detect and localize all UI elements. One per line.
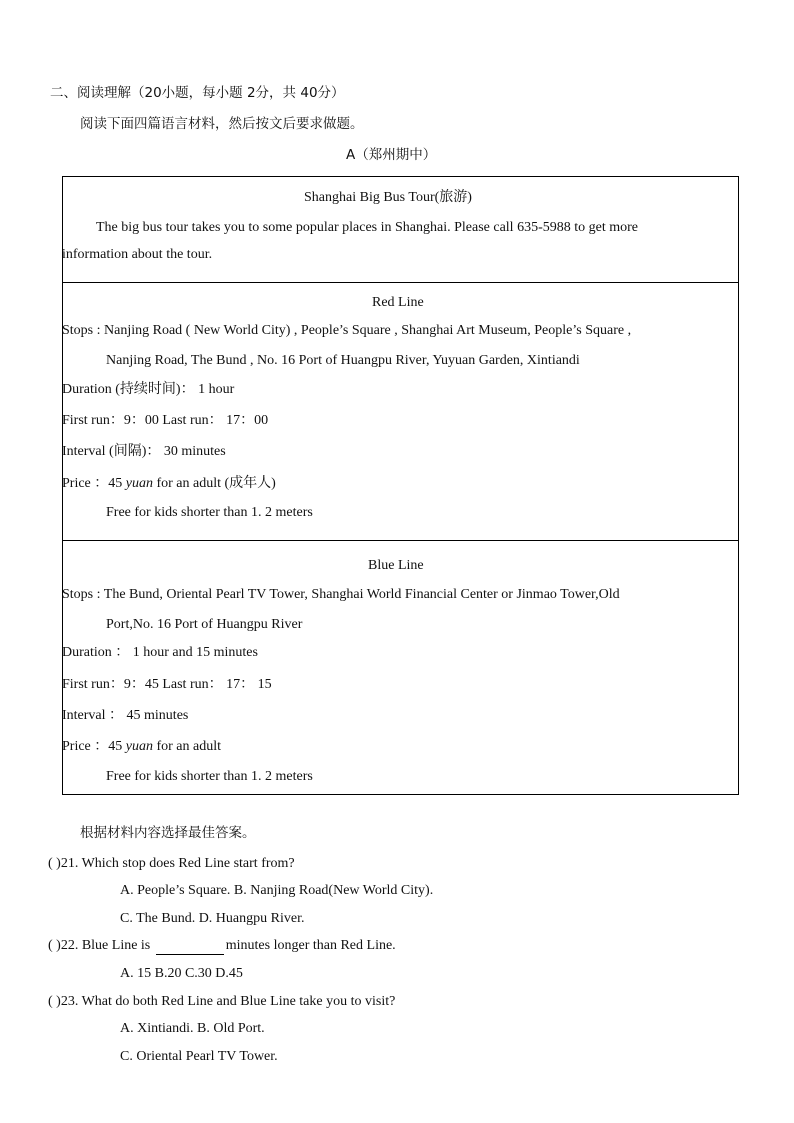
blue-line-price-suffix: for an adult <box>152 739 222 754</box>
questions-instruction: 根据材料内容选择最佳答案。 <box>80 825 256 841</box>
intro-text-line2: information about the tour. <box>62 247 213 262</box>
blue-line-stops-line1: Stops : The Bund, Oriental Pearl TV Tower, Shanghai World Financial Center or Jinmao Tower,Old <box>62 587 620 602</box>
red-line-price-currency: yuan <box>125 476 153 491</box>
red-line-stops-line1: Stops : Nanjing Road ( New World City) , People’s Square , Shanghai Art Museum, People’s Square , <box>62 323 632 338</box>
answer-blank <box>156 940 224 955</box>
red-line-price-suffix: for an adult (成年人) <box>152 476 276 491</box>
red-line-duration: Duration (持续时间)： 1 hour <box>62 382 235 397</box>
question-22-stem <box>48 937 396 955</box>
blue-line-title: Blue Line <box>368 558 424 573</box>
blue-line-free: Free for kids shorter than 1. 2 meters <box>106 769 313 784</box>
question-22-stem-before: ( )22. Blue Line is <box>48 938 154 953</box>
red-line-free: Free for kids shorter than 1. 2 meters <box>106 505 313 520</box>
question-22-options: A. 15 B.20 C.30 D.45 <box>120 966 243 981</box>
section-heading: 二、阅读理解（20小题，每小题 2分，共 40分） <box>50 85 345 101</box>
question-21-options-ab: A. People’s Square. B. Nanjing Road(New World City). <box>120 883 434 898</box>
blue-line-duration: Duration ： 1 hour and 15 minutes <box>62 645 258 660</box>
red-line-interval: Interval (间隔)： 30 minutes <box>62 444 226 459</box>
red-line-title: Red Line <box>372 295 424 310</box>
intro-title: Shanghai Big Bus Tour(旅游) <box>304 190 472 205</box>
red-line-runs: First run：9：00 Last run： 17：00 <box>62 413 269 428</box>
section-instruction: 阅读下面四篇语言材料，然后按文后要求做题。 <box>80 116 364 132</box>
red-line-price <box>62 475 276 493</box>
question-21-options-cd: C. The Bund. D. Huangpu River. <box>120 911 305 926</box>
question-23-option-c: C. Oriental Pearl TV Tower. <box>120 1049 278 1064</box>
question-23-options-ab: A. Xintiandi. B. Old Port. <box>120 1021 265 1036</box>
passage-label: A（郑州期中） <box>346 147 437 163</box>
blue-line-price-currency: yuan <box>125 739 153 754</box>
blue-line-runs: First run：9：45 Last run： 17： 15 <box>62 677 272 692</box>
blue-line-interval: Interval ： 45 minutes <box>62 708 189 723</box>
question-22-stem-after: minutes longer than Red Line. <box>225 938 396 953</box>
red-line-stops-line2: Nanjing Road, The Bund , No. 16 Port of Huangpu River, Yuyuan Garden, Xintiandi <box>106 353 580 368</box>
blue-line-price-prefix: Price ：45 <box>62 739 126 754</box>
intro-text-line1: The big bus tour takes you to some popular places in Shanghai. Please call 635-5988 to get more <box>96 220 638 235</box>
question-23-stem: ( )23. What do both Red Line and Blue Line take you to visit? <box>48 994 396 1009</box>
question-21-stem: ( )21. Which stop does Red Line start from? <box>48 856 295 871</box>
blue-line-box <box>62 540 739 795</box>
blue-line-price <box>62 738 221 756</box>
blue-line-stops-line2: Port,No. 16 Port of Huangpu River <box>106 617 303 632</box>
red-line-price-prefix: Price ：45 <box>62 476 126 491</box>
